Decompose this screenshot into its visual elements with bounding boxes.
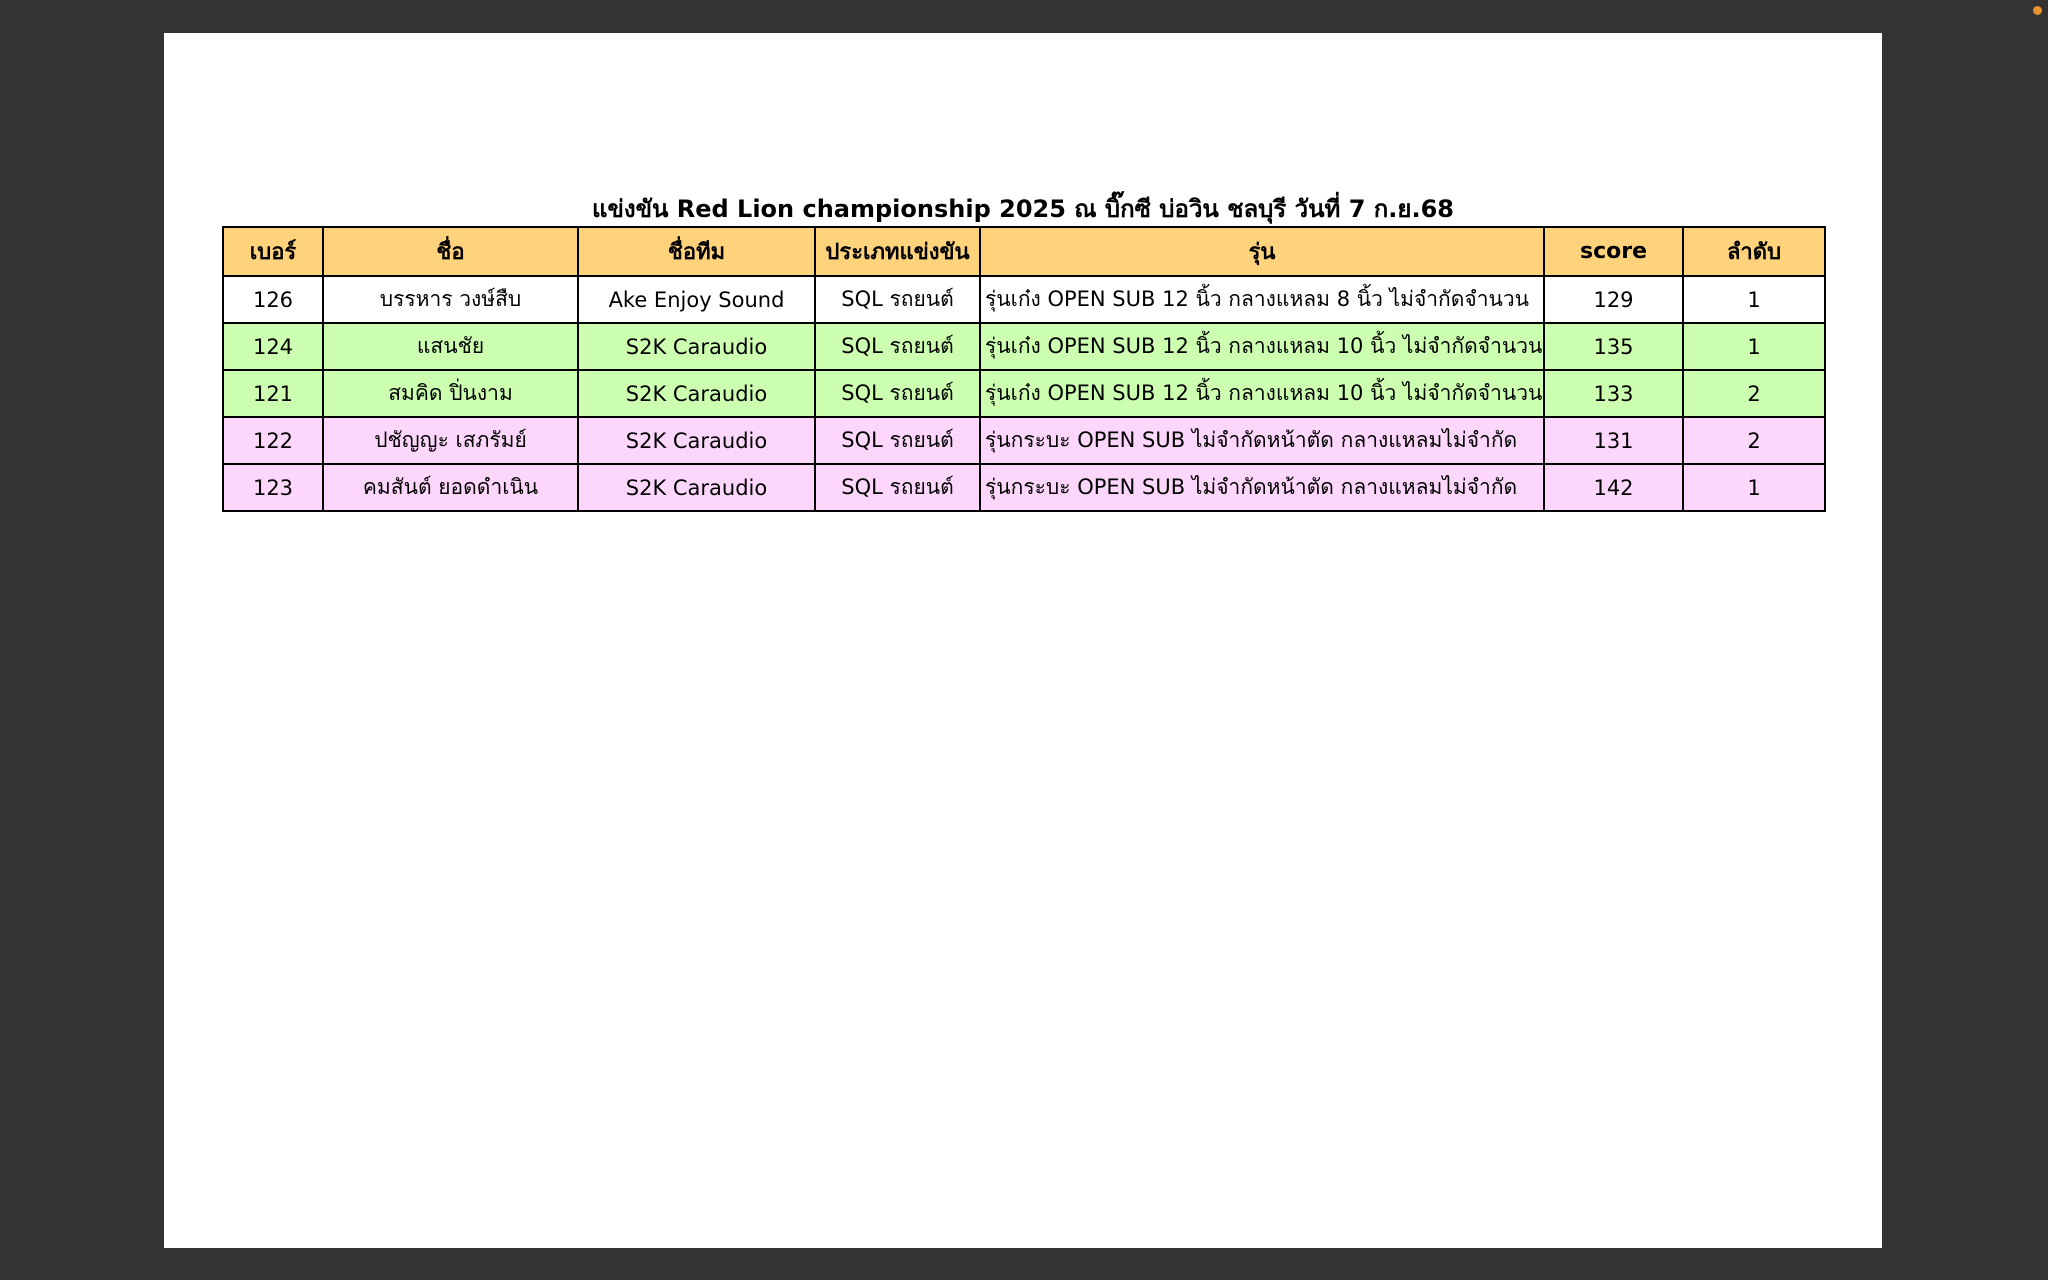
document-title: แข่งขัน Red Lion championship 2025 ณ บิ๊กซี บ่อวิน ชลบุรี วันที่ 7 ก.ย.68: [591, 195, 1455, 223]
cell-class: รุ่นเก๋ง OPEN SUB 12 นิ้ว กลางแหลม 10 นิ้ว ไม่จำกัดจำนวน: [980, 323, 1544, 370]
table-row: [223, 323, 1825, 370]
cell-rank: 2: [1683, 370, 1825, 417]
cell-score: 129: [1544, 276, 1683, 323]
cell-score: 133: [1544, 370, 1683, 417]
cell-number: 122: [223, 417, 323, 464]
cell-team: Ake Enjoy Sound: [578, 276, 815, 323]
cell-number: 121: [223, 370, 323, 417]
table-row: [223, 464, 1825, 511]
status-dot-icon: [2033, 6, 2042, 15]
cell-name: ปชัญญะ เสภรัมย์: [323, 417, 578, 464]
cell-type: SQL รถยนต์: [815, 370, 980, 417]
cell-team: S2K Caraudio: [578, 370, 815, 417]
cell-class: รุ่นกระบะ OPEN SUB ไม่จำกัดหน้าตัด กลางแหลมไม่จำกัด: [980, 417, 1544, 464]
header-name: ชื่อ: [323, 227, 578, 276]
document-page: [164, 33, 1882, 1248]
cell-class: รุ่นเก๋ง OPEN SUB 12 นิ้ว กลางแหลม 10 นิ้ว ไม่จำกัดจำนวน: [980, 370, 1544, 417]
cell-number: 124: [223, 323, 323, 370]
cell-score: 142: [1544, 464, 1683, 511]
cell-type: SQL รถยนต์: [815, 417, 980, 464]
header-number: เบอร์: [223, 227, 323, 276]
cell-type: SQL รถยนต์: [815, 276, 980, 323]
cell-class: รุ่นเก๋ง OPEN SUB 12 นิ้ว กลางแหลม 8 นิ้ว ไม่จำกัดจำนวน: [980, 276, 1544, 323]
cell-name: สมคิด ปิ่นงาม: [323, 370, 578, 417]
cell-score: 135: [1544, 323, 1683, 370]
header-rank: ลำดับ: [1683, 227, 1825, 276]
cell-name: แสนชัย: [323, 323, 578, 370]
header-type: ประเภทแข่งขัน: [815, 227, 980, 276]
cell-type: SQL รถยนต์: [815, 323, 980, 370]
table-header-row: [223, 227, 1825, 276]
table-row: [223, 417, 1825, 464]
header-class: รุ่น: [980, 227, 1544, 276]
results-table: [222, 226, 1826, 512]
cell-rank: 1: [1683, 323, 1825, 370]
cell-team: S2K Caraudio: [578, 323, 815, 370]
header-score: score: [1544, 227, 1683, 276]
cell-number: 123: [223, 464, 323, 511]
cell-score: 131: [1544, 417, 1683, 464]
cell-number: 126: [223, 276, 323, 323]
table-row: [223, 370, 1825, 417]
cell-rank: 1: [1683, 276, 1825, 323]
cell-rank: 1: [1683, 464, 1825, 511]
table-row: [223, 276, 1825, 323]
cell-team: S2K Caraudio: [578, 417, 815, 464]
cell-name: คมสันต์ ยอดดำเนิน: [323, 464, 578, 511]
cell-team: S2K Caraudio: [578, 464, 815, 511]
cell-name: บรรหาร วงษ์สืบ: [323, 276, 578, 323]
header-team: ชื่อทีม: [578, 227, 815, 276]
cell-rank: 2: [1683, 417, 1825, 464]
cell-class: รุ่นกระบะ OPEN SUB ไม่จำกัดหน้าตัด กลางแหลมไม่จำกัด: [980, 464, 1544, 511]
cell-type: SQL รถยนต์: [815, 464, 980, 511]
